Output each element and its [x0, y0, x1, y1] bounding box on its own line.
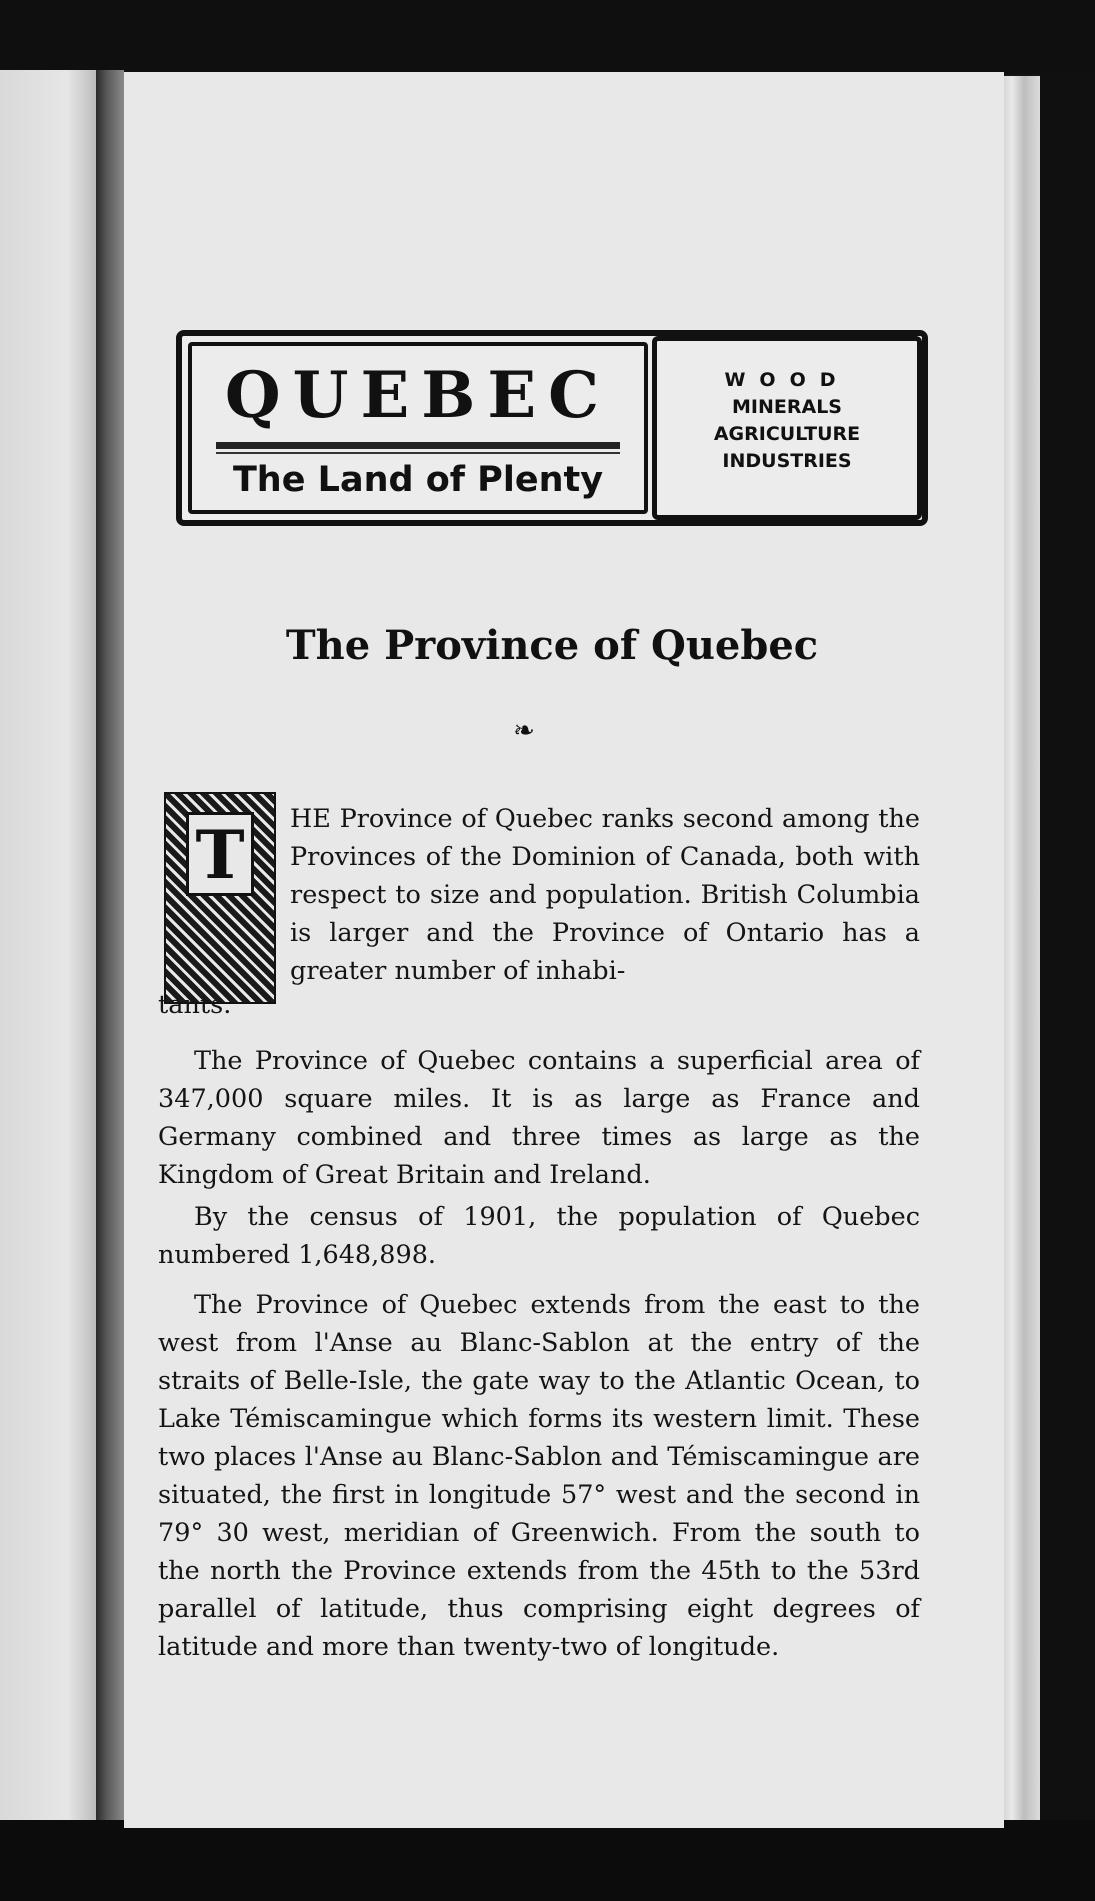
resource-item: MINERALS [732, 396, 842, 418]
paragraph-3: By the census of 1901, the population of Quebec numbered 1,648,898. [158, 1202, 920, 1270]
resources-panel [652, 336, 922, 520]
resource-item: WOOD [724, 369, 850, 391]
title-rule [216, 442, 620, 449]
resource-item: AGRICULTURE [713, 423, 861, 445]
resource-item: INDUSTRIES [722, 450, 852, 472]
book-gutter [96, 70, 124, 1830]
drop-cap-box [186, 812, 254, 896]
drop-cap [164, 792, 276, 1004]
paragraph-1-tail: tants. [158, 990, 232, 1020]
ornament-icon: ❧ [513, 716, 535, 746]
resources-list [657, 367, 917, 475]
title-panel [188, 342, 648, 514]
scan-right-border [1040, 70, 1095, 1830]
scan-bottom-border [0, 1820, 1095, 1901]
title-rule-thin [216, 452, 620, 454]
left-page-edge [0, 70, 96, 1830]
paragraph-4: The Province of Quebec extends from the east to the west from l'Anse au Blanc-Sablon at the entry of the straits of Belle-Isle, the gate way to the Atlantic Ocean, to Lake Témiscamingue which forms its western limit. These two places l'Anse au Blanc-Sablon and Témiscamingue are situated, the first in longitude 57° west and the second in 79° 30 west, meridian of Greenwich. From the south to the north the Province extends from the 45th to the 53rd parallel of latitude, thus comprising eight degrees of latitude and more than twenty-two of longitude. [158, 1290, 920, 1662]
paragraph-2: The Province of Quebec contains a superficial area of 347,000 square miles. It is as large as France and Germany combined and three times as large as the Kingdom of Great Britain and Ireland. [158, 1046, 920, 1190]
title-banner [176, 330, 928, 526]
drop-cap-letter: T [195, 816, 245, 894]
right-page-edges [1000, 76, 1040, 1828]
banner-subtitle: The Land of Plenty [232, 460, 604, 500]
scan-top-border [0, 0, 1095, 74]
section-title: The Province of Quebec [285, 622, 819, 669]
banner-title: QUEBEC [224, 358, 612, 433]
paragraph-1: HE Province of Quebec ranks second among the Provinces of the Dominion of Canada, both with respect to size and population. British Columbia is larger and the Province of Ontario has a greater number of inhabi- [290, 804, 920, 986]
